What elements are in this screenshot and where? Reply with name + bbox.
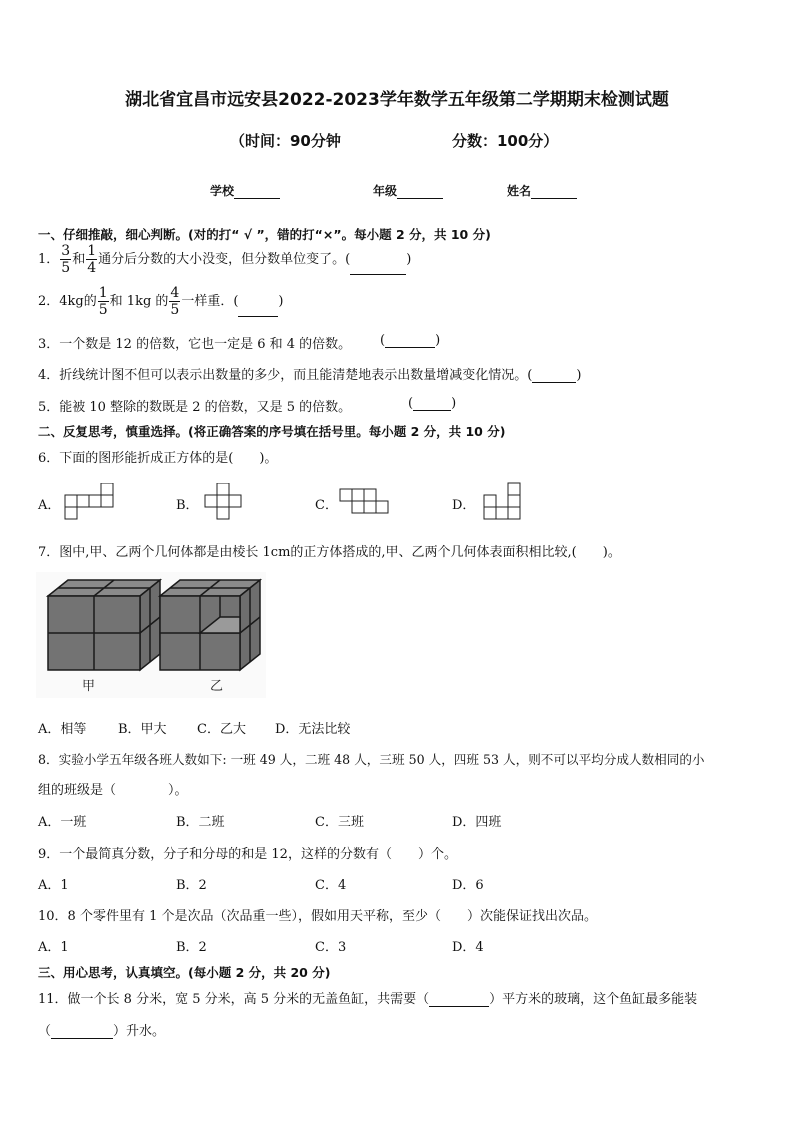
label-jia: 甲 [82,679,96,694]
option-10c[interactable]: C．3 [315,940,347,955]
option-7d[interactable]: D．无法比较 [275,722,351,737]
question-4: 4．折线统计图不但可以表示出数量的多少，而且能清楚地表示出数量增减变化情况。( ) [38,368,582,383]
answer-blank[interactable] [350,261,406,275]
answer-paren-3[interactable]: ( ) [380,333,441,348]
option-10b[interactable]: B．2 [176,940,207,955]
question-10: 10．8 个零件里有 1 个是次品（次品重一些），假如用天平称，至少（ ）次能保证找出次品。 [38,909,597,924]
option-7a[interactable]: A．相等 [38,722,87,737]
option-9b[interactable]: B．2 [176,878,207,893]
answer-paren-5[interactable]: ( ) [408,396,457,411]
question-8-line1: 8．实验小学五年级各班人数如下: 一班 49 人，二班 48 人，三班 50 人，四班 53 人，则不可以平均分成人数相同的小 [38,752,705,767]
section-heading-2: 二、反复思考，慎重选择。(将正确答案的序号填在括号里。每小题 2 分，共 10 分) [38,424,506,439]
page-title: 湖北省宜昌市远安县2022-2023学年数学五年级第二学期期末检测试题 [125,90,669,110]
question-9: 9．一个最简真分数，分子和分母的和是 12，这样的分数有（ ）个。 [38,847,457,862]
question-5: 5．能被 10 整除的数既是 2 的倍数，又是 5 的倍数。 [38,400,352,415]
cube-net-b [202,483,244,523]
option-9a[interactable]: A．1 [38,878,69,893]
answer-blank[interactable] [238,303,278,317]
solid-figures [36,572,266,698]
option-8b[interactable]: B．二班 [176,815,225,830]
question-3: 3．一个数是 12 的倍数，它也一定是 6 和 4 的倍数。 [38,337,352,352]
option-8a[interactable]: A．一班 [38,815,87,830]
answer-blank[interactable] [51,1025,113,1039]
question-11-line1: 11．做一个长 8 分米，宽 5 分米，高 5 分米的无盖鱼缸，共需要（ ）平方米的玻璃，这个鱼缸最多能装 [38,992,698,1007]
question-11-line2: （ ）升水。 [38,1024,166,1039]
question-7: 7．图中,甲、乙两个几何体都是由棱长 1cm的正方体搭成的,甲、乙两个几何体表面积相比较,( )。 [38,545,621,560]
section-heading-3: 三、用心思考，认真填空。(每小题 2 分，共 20 分) [38,965,331,980]
name-field[interactable]: 姓名 [507,182,577,199]
option-8d[interactable]: D．四班 [452,815,502,830]
cube-net-d [481,481,527,525]
option-6a[interactable]: A． [38,498,61,513]
answer-blank[interactable] [532,369,576,383]
option-8c[interactable]: C．三班 [315,815,364,830]
option-7c[interactable]: C．乙大 [197,722,246,737]
option-9c[interactable]: C．4 [315,878,347,893]
question-1: 1． $\frac{3}{5}$ 和 $\frac{1}{4}$ 通分后分数的大小没变，但分数单位变了。( ) [38,243,412,276]
school-field[interactable]: 学校 [210,182,280,199]
question-8-line2: 组的班级是（ ）。 [38,783,188,798]
option-6b[interactable]: B． [176,498,199,513]
cube-net-a [62,483,118,523]
option-6d[interactable]: D． [452,498,476,513]
grade-field[interactable]: 年级 [373,182,443,199]
option-10a[interactable]: A．1 [38,940,69,955]
label-yi: 乙 [210,679,224,694]
score-label: 分数：100分） [452,132,559,150]
question-6: 6．下面的图形能折成正方体的是( )。 [38,451,278,466]
section-heading-1: 一、仔细推敲，细心判断。(对的打“ √ ”，错的打“×”。每小题 2 分，共 10 分) [38,227,491,242]
question-2: 2．4kg的 $\frac{1}{5}$ 和 1kg 的 $\frac{4}{5}$ 一样重．( ) [38,285,284,318]
time-label: （时间：90分钟 [230,132,341,150]
option-7b[interactable]: B．甲大 [118,722,167,737]
option-9d[interactable]: D．6 [452,878,484,893]
answer-blank[interactable] [429,993,489,1007]
cube-net-c [337,487,393,517]
option-10d[interactable]: D．4 [452,940,484,955]
option-6c[interactable]: C． [315,498,338,513]
